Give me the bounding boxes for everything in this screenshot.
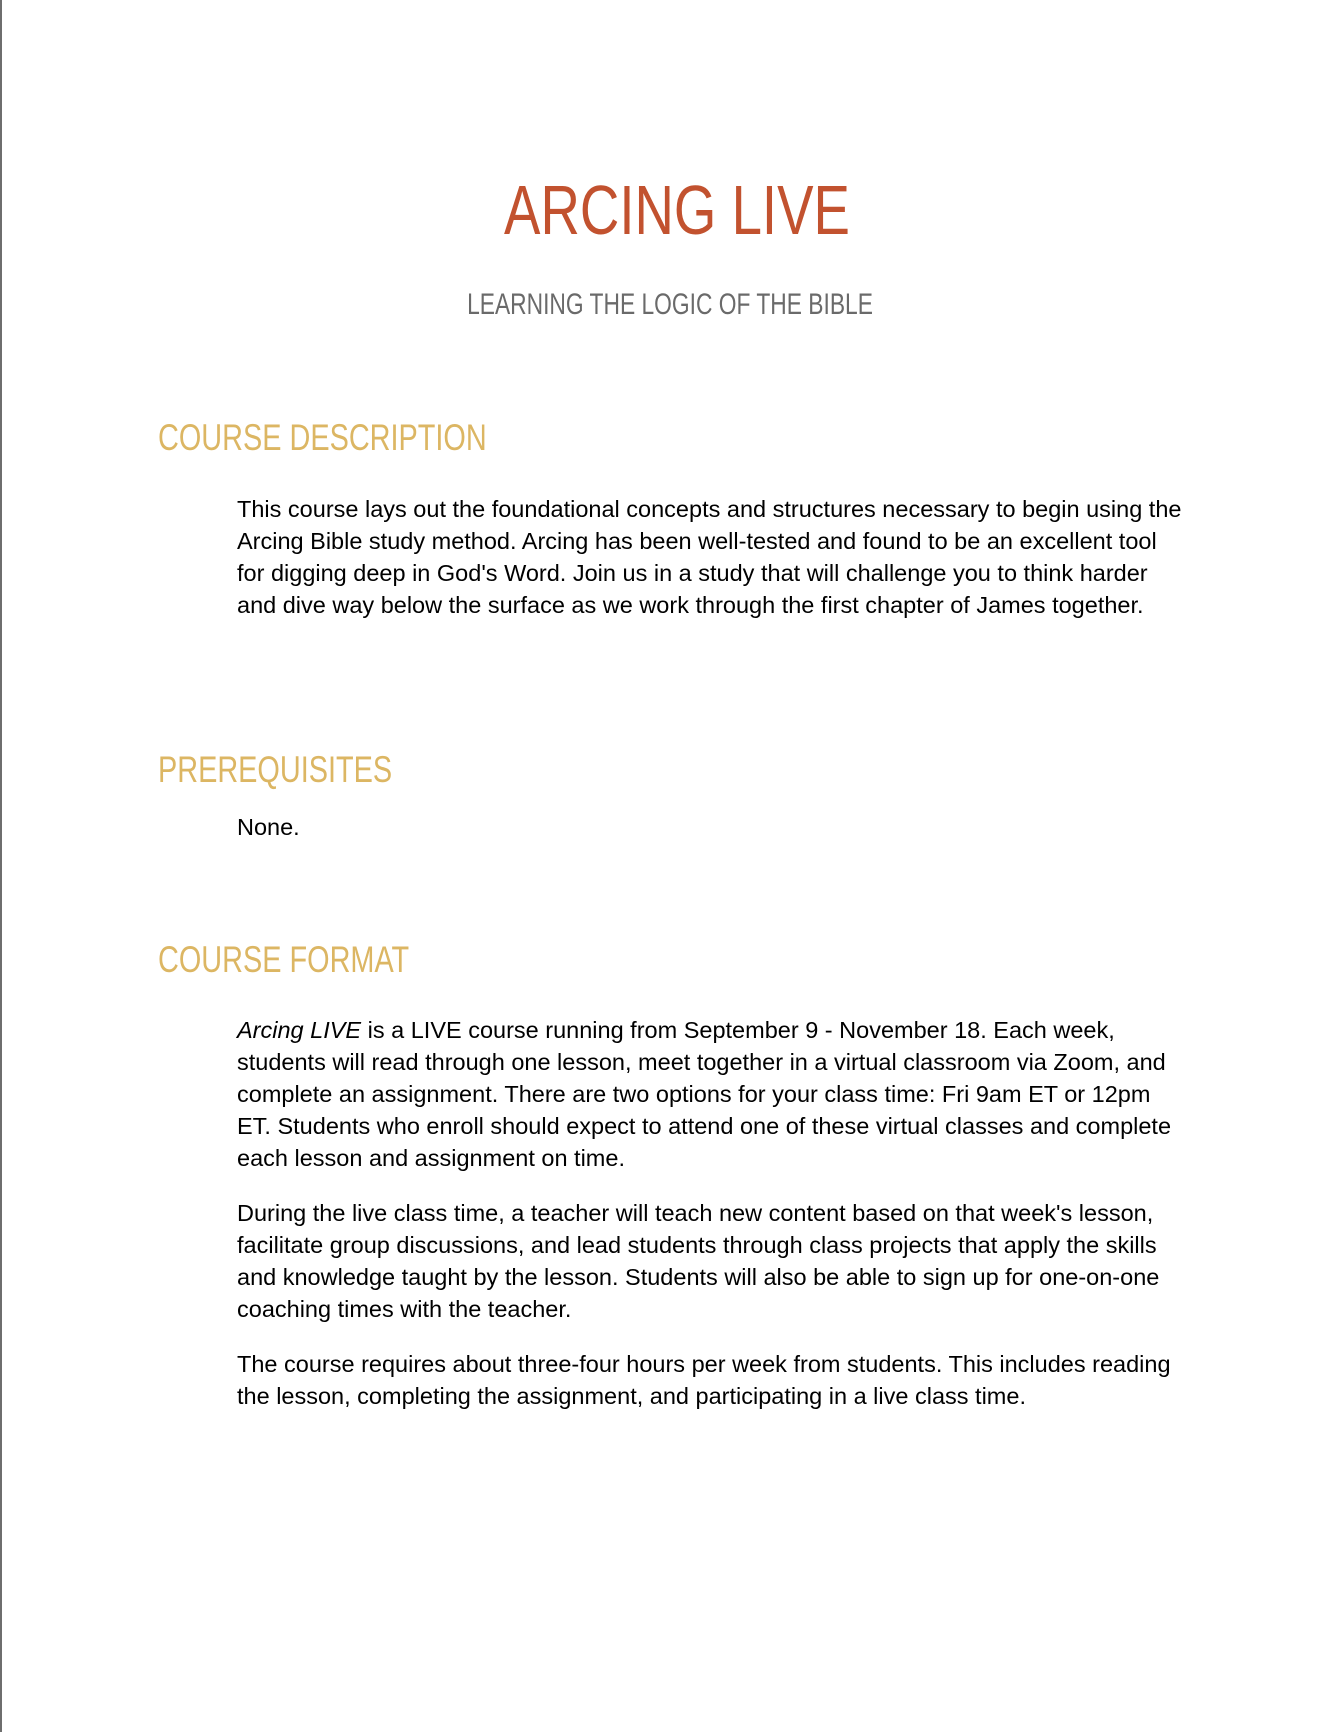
course-format-paragraph-1: [237, 1014, 1187, 1174]
course-description-paragraph: This course lays out the foundational concepts and structures necessary to begin using the Arcing Bible study method. Arcing has been well-tested and found to be an excellent tool for digging deep in God's Word. Join us in a study that will challenge you to think harder and dive way below the surface as we work through the first chapter of James together.: [237, 496, 1182, 618]
course-format-heading: COURSE FORMAT: [158, 939, 410, 980]
course-name-emphasis: Arcing LIVE: [237, 1017, 362, 1043]
course-format-body: [237, 1014, 1187, 1435]
prerequisites-paragraph: None.: [237, 814, 300, 840]
prerequisites-heading: PREREQUISITES: [158, 749, 393, 790]
page-title: ARCING LIVE: [504, 171, 850, 249]
course-format-paragraph-3: The course requires about three-four hours per week from students. This includes reading the lesson, completing the assignment, and participating in a live class time.: [237, 1351, 1171, 1409]
course-format-paragraph-2: During the live class time, a teacher will teach new content based on that week's lesson, facilitate group discussions, and lead students through class projects that apply the skills and knowledge taught by the lesson. Students will also be able to sign up for one-on-one coaching times with the teacher.: [237, 1200, 1160, 1322]
page-edge-divider: [0, 0, 2, 1732]
course-description-body: [237, 493, 1187, 644]
course-description-heading: COURSE DESCRIPTION: [158, 417, 487, 458]
prerequisites-body: [237, 811, 1187, 866]
page-subtitle: LEARNING THE LOGIC OF THE BIBLE: [467, 288, 873, 321]
course-format-paragraph-1-text: is a LIVE course running from September 9 - November 18. Each week, students will read through one lesson, meet together in a virtual classroom via Zoom, and complete an assignment. There are two options for your class time: Fri 9am ET or 12pm ET. Students who enroll should expect to attend one of these virtual classes and complete each lesson and assignment on time.: [237, 1017, 1172, 1171]
